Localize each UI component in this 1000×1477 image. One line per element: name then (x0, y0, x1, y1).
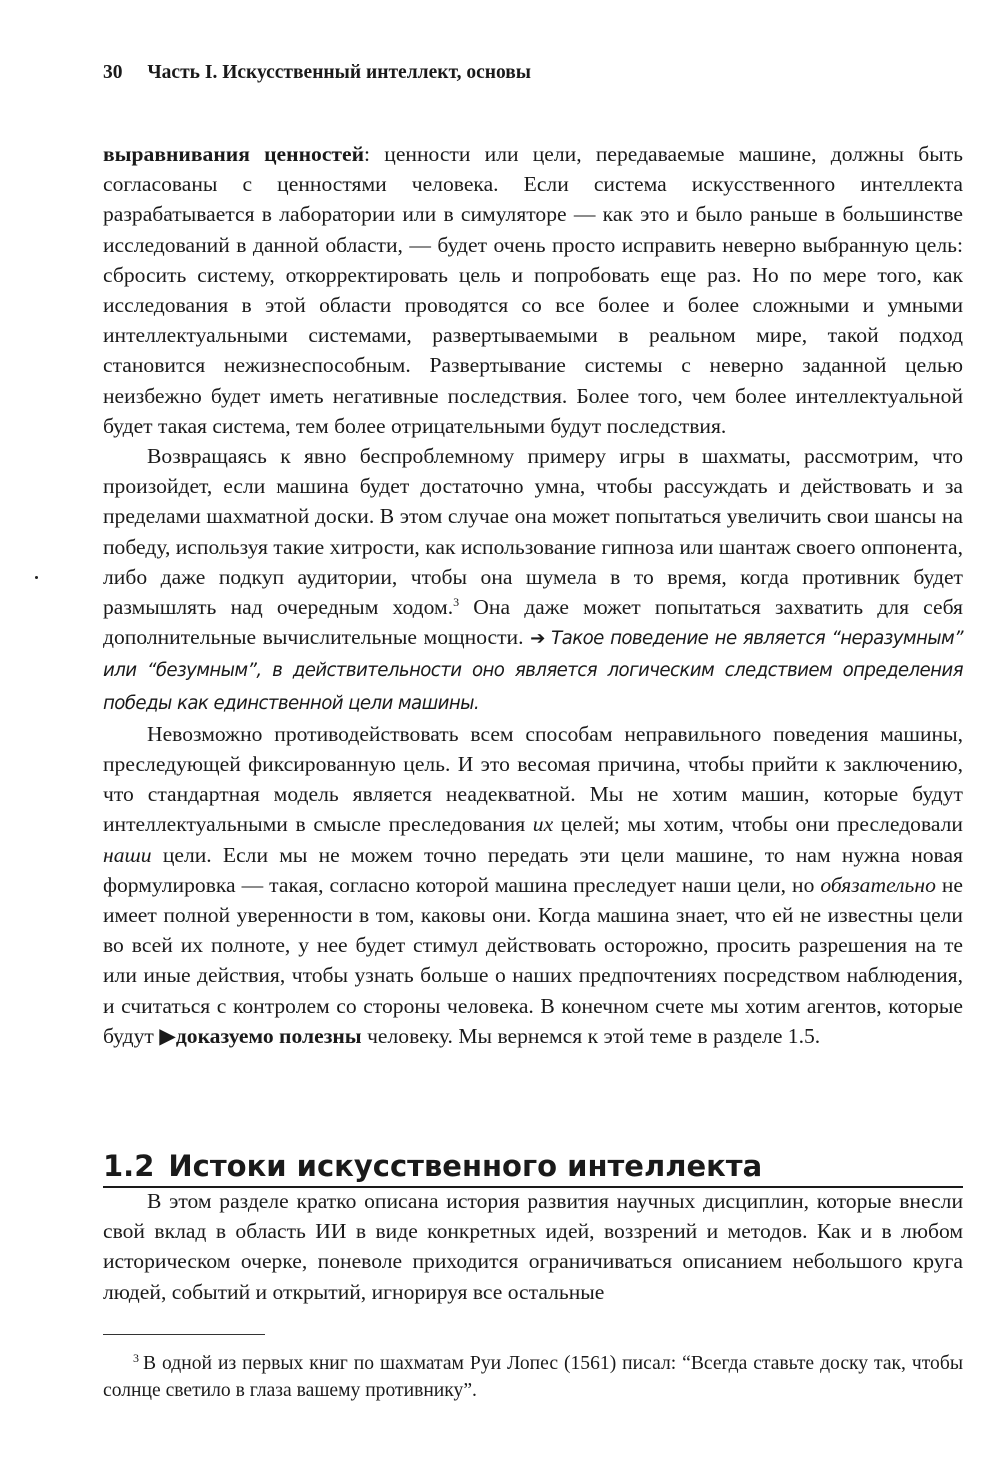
footnote-reference[interactable]: 3 (453, 595, 460, 610)
paragraph-value-alignment (103, 139, 963, 441)
paragraph-text: Она даже может попытаться захватить для себя дополнительные вычислительные мощности. (103, 595, 963, 650)
cross-reference-arrow-icon: ▶ (159, 1023, 176, 1048)
paragraph-text: человеку. Мы вернемся к этой теме в разделе 1.5. (361, 1023, 821, 1048)
margin-mark (35, 576, 38, 579)
running-header (103, 62, 531, 84)
emphasis-our: наши (103, 842, 152, 867)
paragraph-text: Возвращаясь к явно беспроблемному примеру игры в шахматы, рассмотрим, что произойдет, если машина будет достаточно умна, чтобы рассуждать и действовать и за пределами шахматной доски. В этом случае она может попытаться увеличить свои шансы на победу, используя такие хитрости, как использование гипноза или шантаж своего оппонента, либо даже подкуп аудитории, чтобы она шумела в то время, когда противник будет размышлять над очередным ходом. (103, 444, 963, 620)
paragraph-text: : ценности или цели, передаваемые машине, должны быть согласованы с ценностями человека. Если система искусственного интеллекта разрабатывается в лаборатории или в симуляторе — как это и было раньше в большинстве исследований в данной области, — будет очень просто исправить неверно выбранную цель: сбросить систему, откорректировать цель и попробовать еще раз. Но по мере того, как исследования в этой области проводятся со все более и более сложными и умными интеллектуальными системами, развертываемыми в реальном мире, такой подход становится нежизнеспособным. Развертывание системы с неверно заданной целью неизбежно будет иметь негативные последствия. Более того, чем более интеллектуальной будет такая система, тем более отрицательными будут последствия. (103, 142, 963, 438)
paragraph-text: не имеет полной уверенности в том, каковы они. Когда машина знает, что ей не известны цели во всей их полноте, у нее будет стимул действовать осторожно, просить разрешения на те или иные действия, чтобы узнать больше о наших предпочтениях посредством наблюдения, и считаться с контролем со стороны человека. В конечном счете мы хотим агентов, которые будут (103, 872, 964, 1048)
footnote-divider (103, 1334, 265, 1335)
term-value-alignment: выравнивания ценностей (103, 142, 365, 166)
paragraph-text: цели. Если мы не можем точно передать эти цели машине, то нам нужна новая формулировка — такая, согласно которой машина преследует наши цели, но (103, 842, 963, 897)
emphasis-necessarily: обязательно (820, 872, 936, 897)
running-title: Часть I. Искусственный интеллект, основы (147, 62, 532, 83)
paragraph-text: целей; мы хотим, чтобы они преследовали (553, 812, 963, 837)
page-number: 30 (103, 62, 123, 83)
paragraph-standard-model (103, 719, 963, 1051)
main-text (103, 139, 963, 1051)
note-text: Такое поведение не является “неразумным” или “безумным”, в действительности оно является логическим следствием определения победы как единственной цели машины. (103, 628, 963, 714)
note-arrow-icon: ➔ (530, 628, 545, 650)
footnote-text: В одной из первых книг по шахматам Руи Лопес (1561) писал: “Всегда ставьте доску так, чтобы солнце светило в глаза вашему противнику”. (103, 1353, 963, 1401)
paragraph-text: Невозможно противодействовать всем способам неправильного поведения машины, преследующей фиксированную цель. И это весомая причина, чтобы прийти к заключению, что стандартная модель является неадекватной. Мы не хотим машин, которые будут интеллектуальными в смысле преследования (103, 721, 963, 837)
section-heading (103, 1147, 963, 1188)
term-provably-beneficial[interactable]: доказуемо полезны (175, 1023, 362, 1048)
section-title: Истоки искусственного интеллекта (168, 1149, 763, 1184)
paragraph-chess-example (103, 441, 963, 719)
section-text (103, 1186, 963, 1307)
paragraph-history-intro: В этом разделе кратко описана история развития научных дисциплин, которые внесли свой вклад в область ИИ в виде конкретных идей, воззрений и методов. Как и в любом историческом очерке, поневоле приходится ограничиваться описанием небольшого круга людей, событий и открытий, игнорируя все остальные (103, 1189, 963, 1304)
emphasis-their: их (532, 812, 554, 837)
section-number: 1.2 (103, 1149, 155, 1184)
footnote-marker: 3 (133, 1351, 139, 1365)
footnote (103, 1345, 963, 1404)
